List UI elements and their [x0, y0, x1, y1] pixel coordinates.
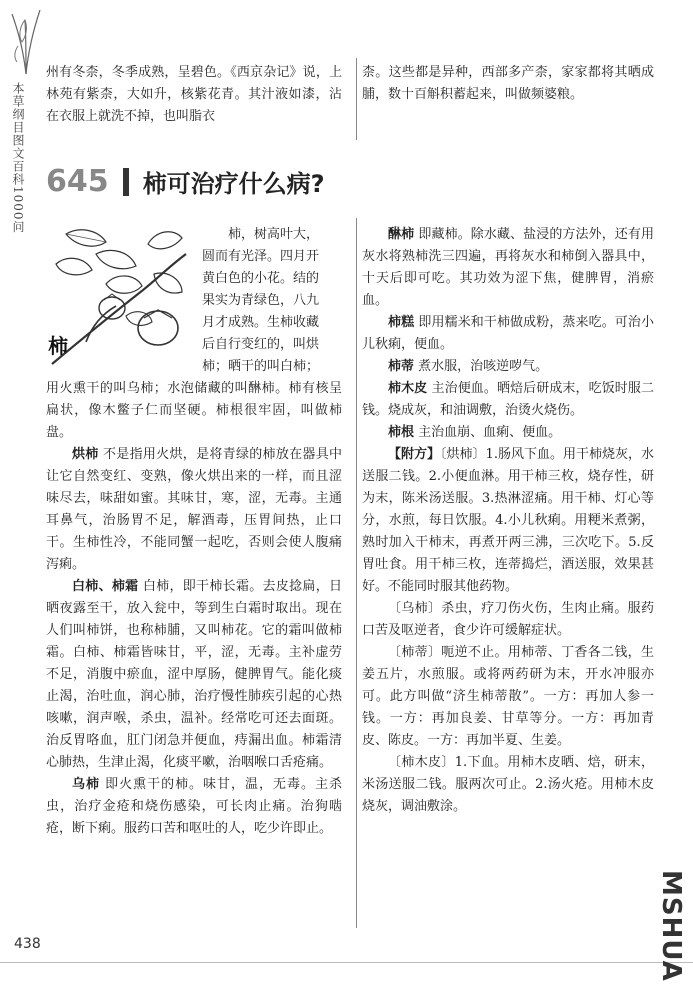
- entry-paragraph: 乌柿 即火熏干的柿。味甘，温，无毒。主杀虫，治疗金疮和烧伤感染，可长肉止痛。治狗啮疮，断下痢。服药口苦和呕吐的人，吃少许即止。: [46, 777, 342, 836]
- intro-line: 圆而有光泽。四月开: [202, 249, 320, 264]
- section-bar: [123, 168, 129, 196]
- entry-paragraph: 醂柿 即藏柿。除水藏、盐浸的方法外，还有用灰水将熟柿洗三四遍，再将灰水和柿倒入器具中，十天后即可吃。其功效为涩下焦，健脾胃，消瘀血。: [362, 227, 654, 308]
- intro-line: 果实为青绿色，八九: [202, 293, 320, 308]
- prescription-paragraph: 〔乌柿〕杀虫，疗刀伤火伤，生肉止痛。服药口苦及呕逆者，食少许可缓解症状。: [362, 601, 654, 638]
- watermark: MSHUA: [656, 870, 686, 982]
- entry-term: 柿木皮: [388, 381, 428, 396]
- entry-paragraph: 白柿、柿霜 白柿，即干柿长霜。去皮捻扁，日晒夜露至干，放入瓮中，等到生白霜时取出。现在人们叫柿饼，也称柿脯，又叫柿花。它的霜叫做柿霜。白柿、柿霜皆味甘，平，涩，无毒。主补虚劳不足，消腹中瘀血，涩中厚肠，健脾胃气。能化痰止渴，治吐血，润心肺，治疗慢性肺疾引起的心热咳嗽，润声喉，杀虫，温补。经常吃可还去面斑。治反胃咯血，肛门闭急并便血，痔漏出血。柿霜清心肺热，生津止渴，化痰平嗽，治咽喉口舌疮痛。: [46, 579, 342, 770]
- intro-line: 月才成熟。生柿收藏: [202, 315, 320, 330]
- prescription-paragraph: 〔柿木皮〕1.下血。用柿木皮晒、焙，研末，米汤送服二钱。服两次可止。2.汤火疮。用柿木皮烧灰，调油敷涂。: [362, 755, 654, 814]
- entry-paragraph: 柿根 主治血崩、血痢、便血。: [388, 425, 562, 440]
- section-title: 柿可治疗什么病?: [142, 170, 325, 198]
- persimmon-illustration: [46, 224, 194, 372]
- prescription-heading: 【附方】: [388, 447, 441, 462]
- prescription-paragraph: 【附方】〔烘柿〕1.肠风下血。用干柿烧灰，水送服二钱。2.小便血淋。用干柿三枚，烧存性，研为末，陈米汤送服。3.热淋涩痛。用干柿、灯心等分，水煎，每日饮服。4.小儿秋痢。用粳米煮粥，熟时加入干柿末，再煮开两三沸，三次吃下。5.反胃吐食。用干柿三枚，连蒂捣烂，酒送服，效果甚好。不能同时服其他药物。: [362, 447, 654, 594]
- entry-paragraph: 柿蒂 煮水服，治咳逆哕气。: [388, 359, 549, 374]
- page-number: 438: [14, 936, 41, 952]
- left-column-intro-wrap: [202, 224, 342, 378]
- prescription-paragraph: 〔柿蒂〕呃逆不止。用柿蒂、丁香各二钱，生姜五片，水煎服。或将两药研为末，开水冲服亦可。此方叫做“济生柿蒂散”。一方：再加人参一钱。一方：再加良姜、甘草等分。一方：再加青皮、陈皮。一方：再加半夏、生姜。: [362, 645, 654, 748]
- entry-term: 烘柿: [72, 447, 99, 462]
- entry-paragraph: 柿糕 即用糯米和干柿做成粉，蒸来吃。可治小儿秋痢，便血。: [362, 315, 654, 352]
- illustration-label: 柿: [48, 334, 68, 358]
- book-title: 本草纲目图文百科1000问: [11, 82, 25, 234]
- entry-term: 柿糕: [388, 315, 415, 330]
- intro-line: 黄白色的小花。结的: [202, 271, 320, 286]
- entry-term: 柿根: [388, 425, 415, 440]
- footer-rule: [0, 962, 693, 963]
- top-left-text: 州有冬柰，冬季成熟，呈碧色。《西京杂记》说，上林苑有紫柰，大如升，核紫花青。其汁液如漆，沾在衣服上就洗不掉，也叫脂衣: [46, 65, 342, 124]
- column-divider: [356, 218, 357, 928]
- right-column: [362, 224, 654, 818]
- section-heading: [46, 164, 325, 199]
- intro-line: 柿；晒干的叫白柿；: [202, 359, 320, 374]
- intro-line: 后自行变红的，叫烘: [202, 337, 320, 352]
- entry-paragraph: 柿木皮 主治便血。晒焙后研成末，吃饭时服二钱。烧成灰，和油调敷，治烫火烧伤。: [362, 381, 654, 418]
- column-divider-top: [356, 58, 357, 140]
- entry-term: 乌柿: [72, 777, 100, 792]
- left-column: [46, 378, 342, 840]
- entry-term: 白柿、柿霜: [72, 579, 139, 594]
- section-number: 645: [46, 164, 109, 199]
- entry-term: 醂柿: [388, 227, 415, 242]
- entry-paragraph: 烘柿 不是指用火烘，是将青绿的柿放在器具中让它自然变红、变熟，像火烘出来的一样，而且涩味尽去，味甜如蜜。其味甘，寒，涩，无毒。主通耳鼻气，治肠胃不足，解酒毒，压胃间热，止口干。生柿性冷，不能同蟹一起吃，否则会使人腹痛泻痢。: [46, 447, 342, 572]
- intro-rest: 用火熏干的叫乌柿；水泡储藏的叫醂柿。柿有核呈扁状，像木鳖子仁而坚硬。柿根很牢固，叫做柿盘。: [46, 381, 342, 440]
- entry-term: 柿蒂: [388, 359, 415, 374]
- intro-line: 柿，树高叶大，: [228, 227, 320, 242]
- top-right-text: 柰。这些都是异种，西部多产柰，家家都将其晒成脯，数十百斛积蓄起来，叫做频婆粮。: [362, 65, 654, 102]
- leaf-ornament-icon: [8, 6, 44, 76]
